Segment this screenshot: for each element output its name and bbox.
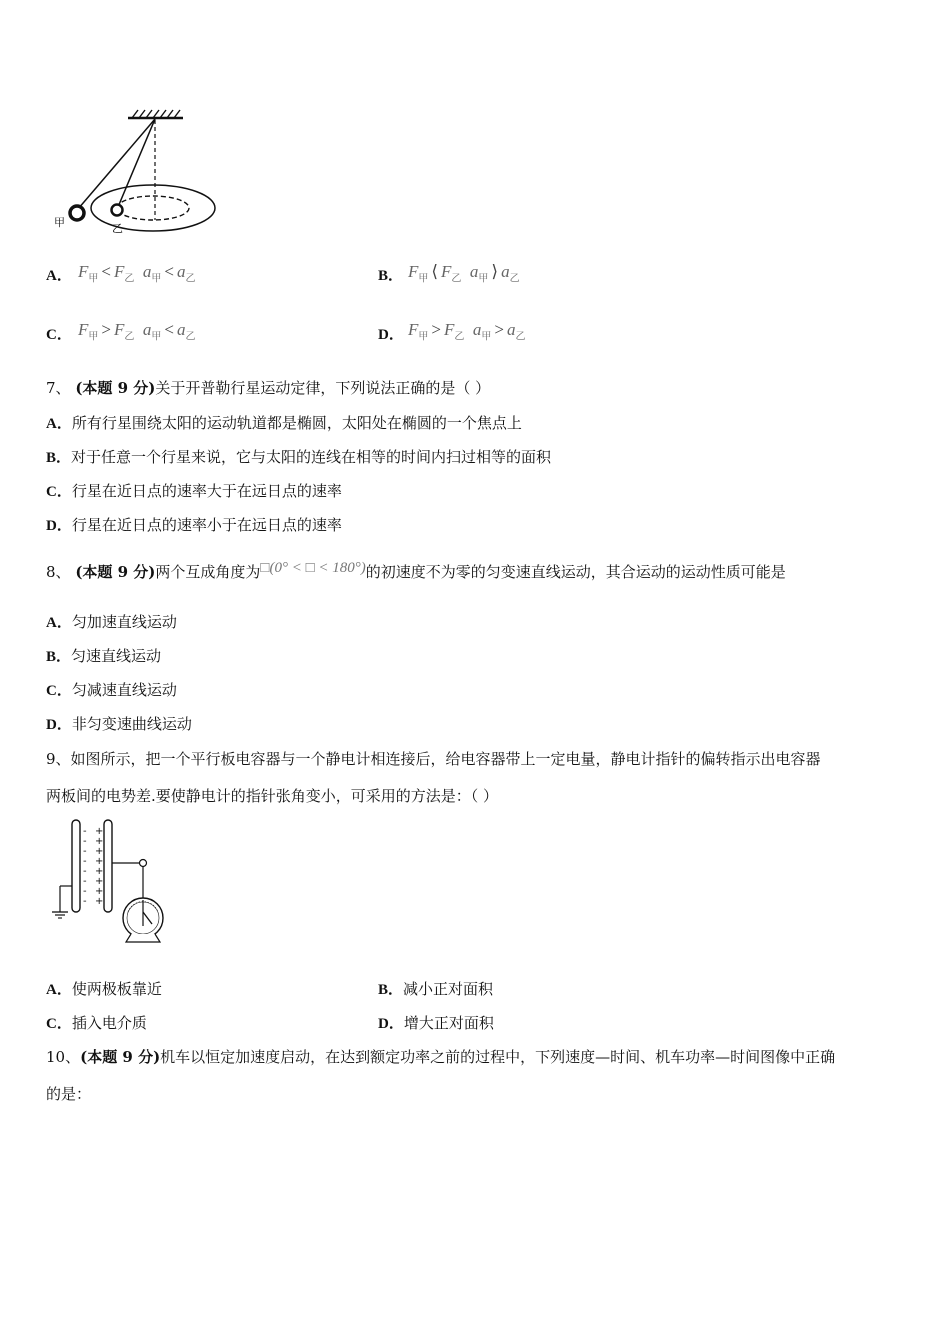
svg-text:+: + <box>95 866 104 877</box>
yi-label: 乙 <box>112 223 123 235</box>
svg-text:+: + <box>95 836 104 847</box>
svg-text:-: - <box>83 856 87 867</box>
option-label: C． <box>46 327 72 343</box>
capacitor-electrometer-figure <box>48 816 198 946</box>
q9-option-a[interactable]: A．使两极板靠近 <box>46 980 162 998</box>
q6-option-a-formula: $F_甲 < F_乙$ $a_甲 < a_乙$ <box>78 262 196 285</box>
q8-stem: 8、 (本题 9 分)两个互成角度为□(0° < □ < 180°)的初速度不为零的匀变速直线运动，其合运动的运动性质可能是 <box>46 560 786 581</box>
q7-option-c[interactable]: C．行星在近日点的速率大于在远日点的速率 <box>46 482 342 500</box>
svg-text:-: - <box>83 866 87 877</box>
q10-stem-line2: 的是： <box>46 1085 92 1103</box>
svg-text:+: + <box>95 846 104 857</box>
q9-option-b[interactable]: B．减小正对面积 <box>378 980 494 998</box>
q8-option-c[interactable]: C．匀减速直线运动 <box>46 681 177 699</box>
q9-option-c[interactable]: C．插入电介质 <box>46 1014 147 1032</box>
svg-text:-: - <box>83 886 87 897</box>
option-label: D． <box>378 327 404 343</box>
svg-text:+: + <box>95 896 104 907</box>
q6-option-d[interactable] <box>378 323 404 346</box>
q8-option-a[interactable]: A．匀加速直线运动 <box>46 613 177 631</box>
q9-stem-line1: 9、如图所示，把一个平行板电容器与一个静电计相连接后，给电容器带上一定电量，静电计指针的偏转指示出电容器 <box>46 750 821 768</box>
svg-text:-: - <box>83 846 87 857</box>
option-label: B． <box>378 268 404 284</box>
svg-text:+: + <box>95 886 104 897</box>
q8-option-d[interactable]: D．非匀变速曲线运动 <box>46 715 192 733</box>
q7-option-d[interactable]: D．行星在近日点的速率小于在远日点的速率 <box>46 516 342 534</box>
q7-option-a[interactable]: A．所有行星围绕太阳的运动轨道都是椭圆，太阳处在椭圆的一个焦点上 <box>46 414 522 432</box>
jia-label: 甲 <box>54 217 65 229</box>
q6-option-c[interactable] <box>46 323 72 346</box>
angle-expression: □(0° < □ < 180°) <box>260 560 366 576</box>
svg-text:-: - <box>83 826 87 837</box>
option-label: A． <box>46 268 72 284</box>
q6-option-b-formula: $F_甲$ ⟨ $F_乙$ $a_甲$ ⟩ $a_乙$ <box>408 262 520 285</box>
svg-text:+: + <box>95 856 104 867</box>
conical-pendulum-figure <box>48 108 228 238</box>
q9-stem-line2: 两板间的电势差.要使静电计的指针张角变小，可采用的方法是：（ ） <box>46 787 499 805</box>
svg-text:-: - <box>83 876 87 887</box>
q7-option-b[interactable]: B．对于任意一个行星来说，它与太阳的连线在相等的时间内扫过相等的面积 <box>46 448 552 466</box>
q6-option-c-formula: $F_甲 > F_乙$ $a_甲 < a_乙$ <box>78 320 196 343</box>
svg-text:-: - <box>83 896 87 907</box>
svg-text:+: + <box>95 826 104 837</box>
q6-option-d-formula: $F_甲 > F_乙$ $a_甲 > a_乙$ <box>408 320 526 343</box>
svg-text:+: + <box>95 876 104 887</box>
q9-option-d[interactable]: D．增大正对面积 <box>378 1014 494 1032</box>
svg-text:-: - <box>83 836 87 847</box>
q6-option-a[interactable] <box>46 264 72 287</box>
q8-option-b[interactable]: B．匀速直线运动 <box>46 647 162 665</box>
q7-stem: 7、 (本题 9 分)关于开普勒行星运动定律，下列说法正确的是（ ） <box>46 379 491 397</box>
q10-stem-line1: 10、(本题 9 分)机车以恒定加速度启动，在达到额定功率之前的过程中，下列速度—时间、机车功率—时间图像中正确 <box>46 1048 836 1066</box>
q6-option-b[interactable] <box>378 264 403 287</box>
